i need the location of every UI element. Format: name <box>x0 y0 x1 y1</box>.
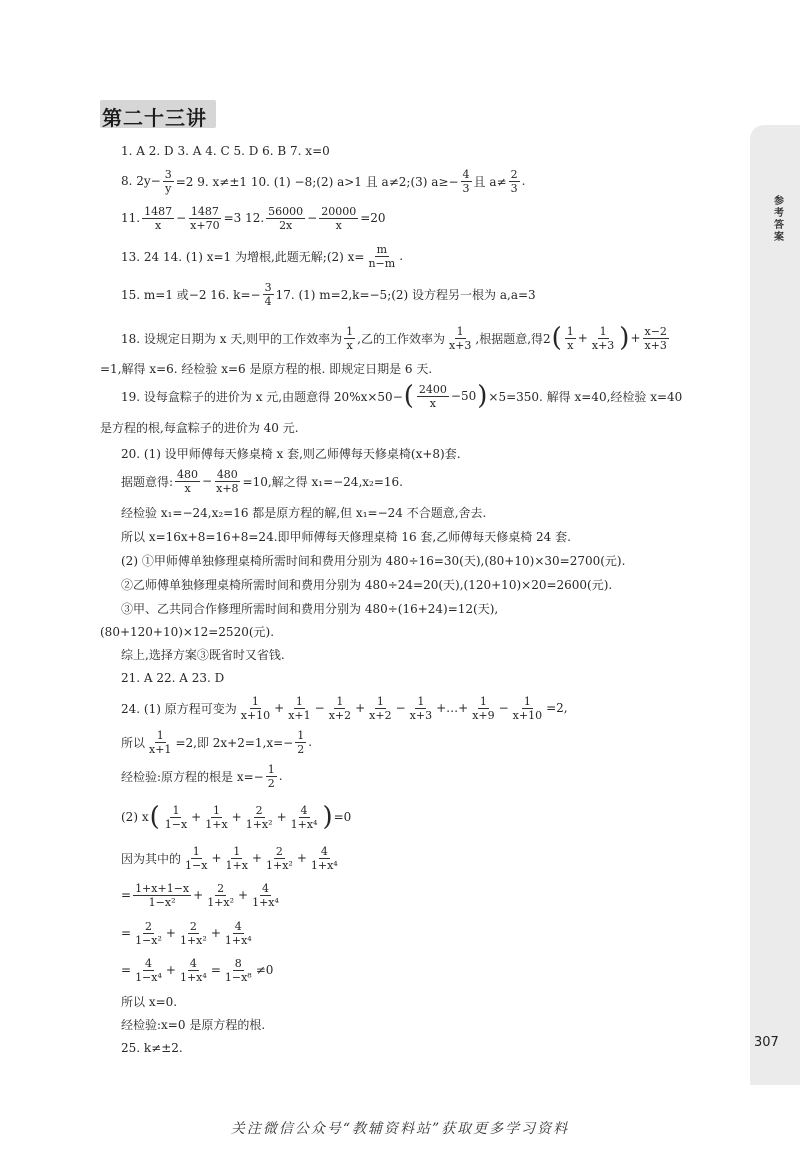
answer-line-18: 18. 设规定日期为 x 天,则甲的工作效率为 $\frac{1}{x}$ ,乙的工作效率为 $\frac{1}{x+3}$ ,根据题意,得2 ( $\frac{1}{x}$ + $\frac{1}{x+3}$ ) + $\frac{x-2}{x+3}$ <box>121 323 667 353</box>
answer-line-25: 25. k≠±2. <box>121 1041 183 1055</box>
fraction: $\frac{1}{x+1}$ <box>149 728 172 756</box>
fraction: $\frac{8}{\text{1−x⁸}}$ <box>224 956 252 984</box>
fraction: $\frac{1+x+1-x}{\text{1−x²}}$ <box>135 881 190 909</box>
answer-line-24-check2: 经检验:x=0 是原方程的根. <box>121 1017 266 1032</box>
answer-line-20-check: 经检验 x₁=−24,x₂=16 都是原方程的解,但 x₁=−24 不合题意,舍去. <box>121 505 487 520</box>
side-tab-label: 参考答案 <box>774 196 784 243</box>
fraction: $\frac{480}{x}$ <box>177 467 199 495</box>
answer-line-19-cont: 是方程的根,每盒粽子的进价为 40 元. <box>100 420 299 435</box>
fraction: $\frac{2}{\text{1+x²}}$ <box>245 803 273 831</box>
answer-line-20-so: 所以 x=16x+8=16+8=24.即甲师傅每天修理桌椅 16 套,乙师傅每天修桌椅 24 套. <box>121 529 571 544</box>
fraction: $\frac{1}{1-x}$ <box>164 803 188 831</box>
answer-line-3: 11. $\frac{1487}{x}$ − $\frac{1487}{x+70}$ =3 12. $\frac{56000}{2x}$ − $\frac{20000}{x}$ =20 <box>121 204 386 232</box>
fraction: $\frac{1}{x}$ <box>566 324 574 352</box>
answer-line-20-2c: ③甲、乙共同合作修理所需时间和费用分别为 480÷(16+24)=12(天), <box>121 601 499 616</box>
answer-line-20-2d: (80+120+10)×12=2520(元). <box>100 624 275 639</box>
answer-line-19: 19. 设每盒粽子的进价为 x 元,由题意得 20%x×50− ( $\frac{2400}{x}$ −50 ) ×5=350. 解得 x=40,经检验 x=40 <box>121 381 683 411</box>
fraction: $\frac{3}{4}$ <box>264 280 272 308</box>
fraction: $\frac{1}{x+3}$ <box>448 324 472 352</box>
fraction: $\frac{1}{1-x}$ <box>185 844 208 872</box>
answer-line-24-2: (2) x ( $\frac{1}{1-x}$ + $\frac{1}{1+x}$ + $\frac{2}{\text{1+x²}}$ + $\frac{4}{\text{1+x⁴}}$ ) =0 <box>121 802 352 832</box>
answer-line-4: 13. 24 14. (1) x=1 为增根,此题无解;(2) x= $\frac{m}{n-m}$ . <box>121 242 404 270</box>
fraction: $\frac{4}{\text{1+x⁴}}$ <box>252 881 279 909</box>
fraction: $\frac{4}{3}$ <box>462 167 470 195</box>
fraction: $\frac{1}{x+2}$ <box>369 694 392 722</box>
fraction: $\frac{2}{3}$ <box>510 167 518 195</box>
fraction: $\frac{20000}{x}$ <box>321 204 357 232</box>
answer-line-24-because: 因为其中的 $\frac{1}{1-x}$ + $\frac{1}{1+x}$ + $\frac{2}{\text{1+x²}}$ + $\frac{4}{\text{1+x⁴}}$ <box>121 844 338 872</box>
answer-line-24-step2: = $\frac{2}{\text{1−x²}}$ + $\frac{2}{\text{1+x²}}$ + $\frac{4}{\text{1+x⁴}}$ <box>121 919 252 947</box>
answer-line-20-eq: 据题意得: $\frac{480}{x}$ − $\frac{480}{x+8}$ =10,解之得 x₁=−24,x₂=16. <box>121 467 403 495</box>
fraction: $\frac{m}{n-m}$ <box>368 242 396 270</box>
page-title: 第二十三讲 <box>102 106 207 130</box>
fraction: $\frac{2}{\text{1+x²}}$ <box>207 881 235 909</box>
answer-line-20-2b: ②乙师傅单独修理桌椅所需时间和费用分别为 480÷24=20(天),(120+10)×20=2600(元). <box>121 577 613 592</box>
side-tab <box>750 125 800 1085</box>
answer-line-24-so: 所以 $\frac{1}{x+1}$ =2,即 2x+2=1,x=− $\frac{1}{2}$ . <box>121 728 313 756</box>
footer-note: 关注微信公众号“教辅资料站”获取更多学习资料 <box>230 1121 570 1137</box>
answer-line-18-cont: =1,解得 x=6. 经检验 x=6 是原方程的根. 即规定日期是 6 天. <box>100 361 433 376</box>
fraction: $\frac{1}{1+x}$ <box>205 803 228 831</box>
answer-line-5: 15. m=1 或−2 16. k=− $\frac{3}{4}$ 17. (1) m=2,k=−5;(2) 设方程另一根为 a,a=3 <box>121 280 536 308</box>
fraction: $\frac{1}{1+x}$ <box>225 844 248 872</box>
fraction: $\frac{1}{x+3}$ <box>591 324 615 352</box>
fraction: $\frac{1}{2}$ <box>297 728 305 756</box>
answer-line-2: 8. 2y− $\frac{3}{y}$ =2 9. x≠±1 10. (1) −8;(2) a>1 且 a≠2;(3) a≥− $\frac{4}{3}$ 且 a≠ $\frac{2}{3}$ . <box>121 167 526 195</box>
fraction: $\frac{1}{x}$ <box>346 324 354 352</box>
fraction: $\frac{2400}{x}$ <box>418 382 447 410</box>
fraction: $\frac{4}{\text{1+x⁴}}$ <box>310 844 338 872</box>
fraction: $\frac{1}{2}$ <box>267 762 275 790</box>
answer-line-24-so2: 所以 x=0. <box>121 994 178 1009</box>
answer-line-21: 21. A 22. A 23. D <box>121 671 225 685</box>
fraction: $\frac{4}{\text{1+x⁴}}$ <box>290 803 318 831</box>
answer-line-1: 1. A 2. D 3. A 4. C 5. D 6. B 7. x=0 <box>121 144 330 158</box>
fraction: $\frac{1487}{x}$ <box>144 204 173 232</box>
answer-line-24-step1: = $\frac{1+x+1-x}{\text{1−x²}}$ + $\frac{2}{\text{1+x²}}$ + $\frac{4}{\text{1+x⁴}}$ <box>121 881 279 909</box>
fraction: $\frac{1}{x+3}$ <box>409 694 433 722</box>
answer-line-24-check: 经检验:原方程的根是 x=− $\frac{1}{2}$ . <box>121 762 283 790</box>
answer-line-24-step3: = $\frac{4}{\text{1−x⁴}}$ + $\frac{4}{\text{1+x⁴}}$ = $\frac{8}{\text{1−x⁸}}$ ≠0 <box>121 956 274 984</box>
fraction: $\frac{1}{x+10}$ <box>512 694 543 722</box>
fraction: $\frac{1}{x+1}$ <box>288 694 311 722</box>
fraction: $\frac{2}{\text{1+x²}}$ <box>179 919 207 947</box>
answer-line-20-conclusion: 综上,选择方案③既省时又省钱. <box>121 647 285 662</box>
answer-line-20-2a: (2) ①甲师傅单独修理桌椅所需时间和费用分别为 480÷16=30(天),(80+10)×30=2700(元). <box>121 553 626 568</box>
fraction: $\frac{480}{x+8}$ <box>216 467 239 495</box>
fraction: $\frac{4}{\text{1−x⁴}}$ <box>135 956 162 984</box>
fraction: $\frac{2}{\text{1+x²}}$ <box>265 844 293 872</box>
fraction: $\frac{1487}{x+70}$ <box>190 204 220 232</box>
answer-line-20: 20. (1) 设甲师傅每天修桌椅 x 套,则乙师傅每天修桌椅(x+8)套. <box>121 446 461 461</box>
fraction: $\frac{1}{x+9}$ <box>472 694 495 722</box>
fraction: $\frac{4}{\text{1+x⁴}}$ <box>224 919 252 947</box>
fraction: $\frac{56000}{2x}$ <box>268 204 304 232</box>
page-number: 307 <box>754 1035 779 1050</box>
fraction: $\frac{2}{\text{1−x²}}$ <box>135 919 162 947</box>
fraction: $\frac{x-2}{x+3}$ <box>644 324 667 352</box>
fraction: $\frac{1}{x+2}$ <box>328 694 352 722</box>
answer-line-24: 24. (1) 原方程可变为 $\frac{1}{x+10}$ + $\frac{1}{x+1}$ − $\frac{1}{x+2}$ + $\frac{1}{x+2}$ − $\frac{1}{x+3}$ +…+ $\frac{1}{x+9}$ − $\frac{1}{x+10}$ =2, <box>121 694 568 722</box>
fraction: $\frac{3}{y}$ <box>164 167 172 195</box>
fraction: $\frac{4}{\text{1+x⁴}}$ <box>179 956 207 984</box>
fraction: $\frac{1}{x+10}$ <box>240 694 271 722</box>
